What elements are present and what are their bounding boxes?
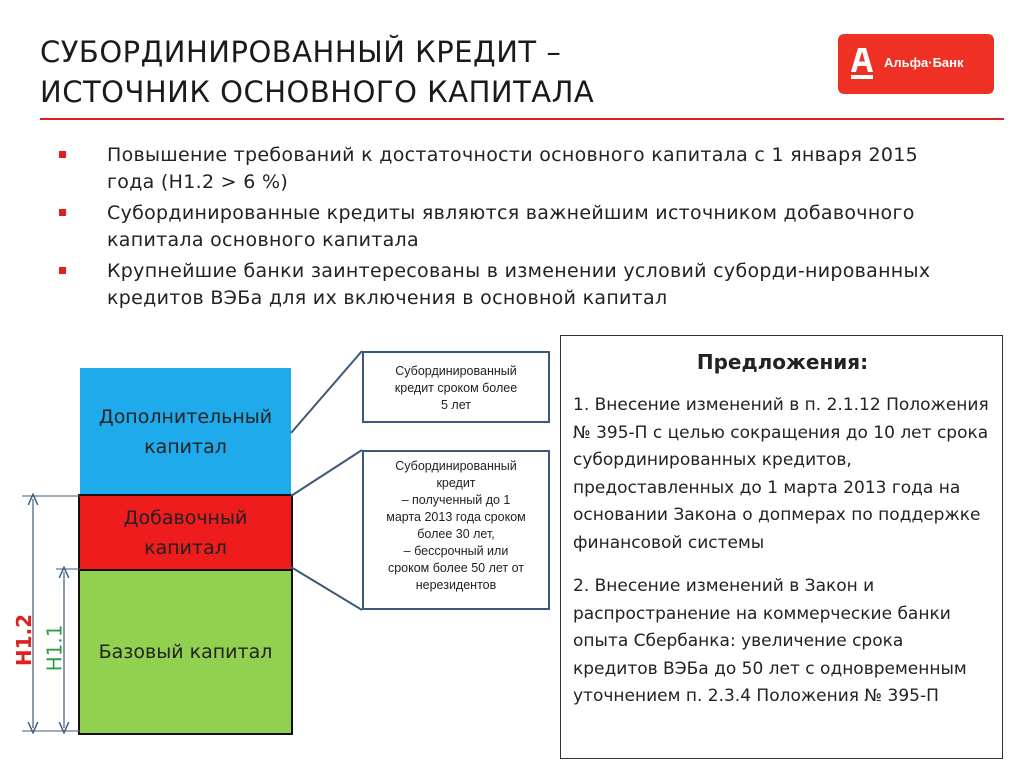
- bullet-square-icon: [59, 151, 66, 158]
- title-line-1: СУБОРДИНИРОВАННЫЙ КРЕДИТ –: [40, 35, 562, 69]
- note-subordinated-5-years: [362, 351, 550, 423]
- title-line-2: ИСТОЧНИК ОСНОВНОГО КАПИТАЛА: [40, 75, 595, 109]
- note-line: Субординированный: [395, 459, 517, 473]
- note-line: нерезидентов: [415, 578, 497, 592]
- note-line: марта 2013 года сроком: [386, 510, 526, 524]
- note-line: кредит: [436, 476, 476, 490]
- bullet-item: Крупнейшие банки заинтересованы в изменении условий суборди-нированных кредитов ВЭБа для их включения в основной капитал: [55, 258, 955, 312]
- added-capital-box: [78, 494, 293, 571]
- h12-label: Н1.2: [12, 613, 37, 667]
- h11-label: Н1.1: [42, 624, 67, 672]
- additional-capital-label-1: Дополнительный: [98, 406, 273, 428]
- added-capital-label-2: капитал: [144, 536, 227, 559]
- added-capital-label-1: Добавочный: [123, 506, 248, 529]
- base-capital-box: [78, 569, 293, 735]
- additional-capital-box: [80, 368, 291, 496]
- logo-text: Альфа·Банк: [884, 55, 964, 70]
- bullet-item: Субординированные кредиты являются важнейшим источником добавочного капитала основного капитала: [55, 200, 955, 254]
- note-line: более 30 лет,: [417, 527, 495, 541]
- title-divider: [40, 118, 1004, 120]
- proposal-item-1: 1. Внесение изменений в п. 2.1.12 Положения № 395-П с целью сокращения до 10 лет срока субординированных кредитов, предоставленных до 1 марта 2013 года на основании Закона о допмерах по поддержке финансовой системы: [573, 395, 989, 553]
- bullet-list: [55, 142, 955, 316]
- note-line: кредит сроком более: [394, 381, 518, 395]
- note-line: – полученный до 1: [401, 493, 511, 507]
- proposals-panel: [560, 335, 1003, 759]
- additional-capital-label-2: капитал: [144, 436, 227, 458]
- connector-line: [291, 567, 362, 610]
- bullet-item: Повышение требований к достаточности основного капитала с 1 января 2015 года (Н1.2 > 6 %): [55, 142, 955, 196]
- connector-line: [291, 450, 362, 496]
- note-subordinated-conditions: [362, 450, 550, 610]
- page-title: [40, 32, 820, 112]
- base-capital-label: Базовый капитал: [98, 641, 273, 663]
- bullet-square-icon: [59, 267, 66, 274]
- note-line: 5 лет: [441, 398, 471, 412]
- note-line: – бессрочный или: [403, 544, 509, 558]
- connector-line: [291, 351, 362, 433]
- note-line: Субординированный: [395, 364, 517, 378]
- proposals-heading: Предложения:: [696, 350, 869, 374]
- alfa-letter-icon: [850, 46, 874, 80]
- proposal-item-2: 2. Внесение изменений в Закон и распространение на коммерческие банки опыта Сбербанка: увеличение срока кредитов ВЭБа до 50 лет с одновременным уточнением п. 2.3.4 Положения № 395-П: [573, 576, 967, 706]
- note-line: сроком более 50 лет от: [387, 561, 525, 575]
- bullet-square-icon: [59, 209, 66, 216]
- alfa-bank-logo: [838, 34, 994, 94]
